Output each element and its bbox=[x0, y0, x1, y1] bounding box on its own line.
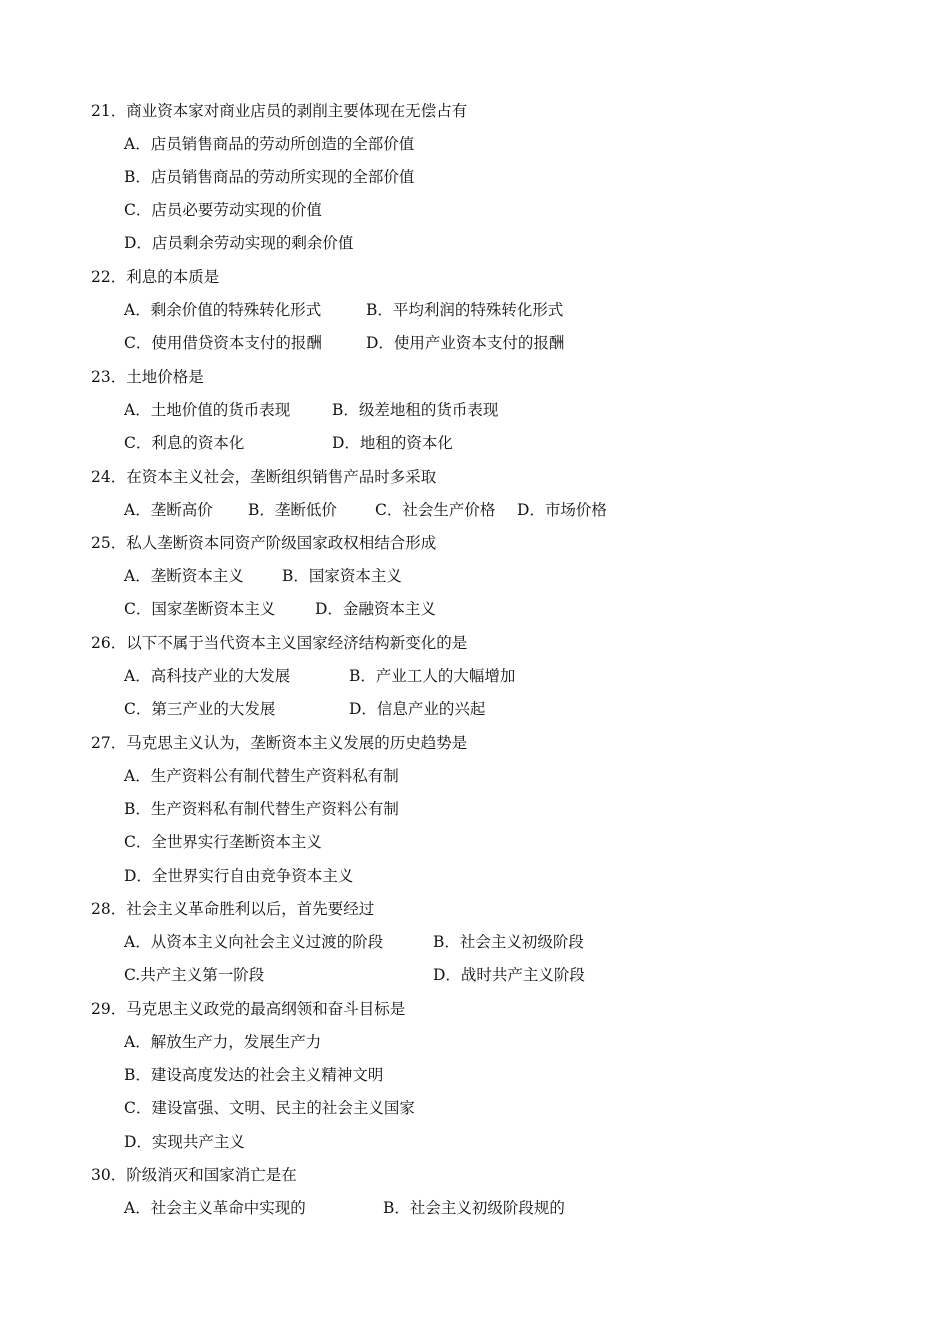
question-22-option-d: D．使用产业资本支付的报酬 bbox=[366, 334, 565, 352]
question-27-option-a: A．生产资料公有制代替生产资料私有制 bbox=[124, 767, 399, 785]
question-22-stem: 22．利息的本质是 bbox=[91, 268, 220, 286]
question-21-option-b: B．店员销售商品的劳动所实现的全部价值 bbox=[124, 168, 415, 186]
question-26-option-d: D．信息产业的兴起 bbox=[349, 700, 486, 718]
question-30-option-a: A．社会主义革命中实现的 bbox=[124, 1199, 306, 1217]
question-25-option-a: A．垄断资本主义 bbox=[124, 567, 244, 585]
question-29-option-d: D．实现共产主义 bbox=[124, 1133, 245, 1151]
question-29-option-a: A．解放生产力，发展生产力 bbox=[124, 1033, 322, 1051]
question-25-option-d: D．金融资本主义 bbox=[315, 600, 436, 618]
question-30-option-b: B．社会主义初级阶段规的 bbox=[383, 1199, 565, 1217]
question-28-option-c: C.共产主义第一阶段 bbox=[124, 966, 265, 984]
question-29-option-c: C．建设富强、文明、民主的社会主义国家 bbox=[124, 1099, 415, 1117]
question-22-option-b: B．平均利润的特殊转化形式 bbox=[366, 301, 564, 319]
question-24-stem: 24．在资本主义社会，垄断组织销售产品时多采取 bbox=[91, 468, 437, 486]
question-21-stem: 21．商业资本家对商业店员的剥削主要体现在无偿占有 bbox=[91, 102, 468, 120]
question-24-option-d: D．市场价格 bbox=[517, 501, 607, 519]
question-23-stem: 23．土地价格是 bbox=[91, 368, 204, 386]
question-28-option-a: A．从资本主义向社会主义过渡的阶段 bbox=[124, 933, 384, 951]
question-21-option-d: D．店员剩余劳动实现的剩余价值 bbox=[124, 234, 354, 252]
question-26-option-a: A．高科技产业的大发展 bbox=[124, 667, 291, 685]
question-27-stem: 27．马克思主义认为，垄断资本主义发展的历史趋势是 bbox=[91, 734, 468, 752]
question-23-option-c: C．利息的资本化 bbox=[124, 434, 245, 452]
question-28-option-b: B．社会主义初级阶段 bbox=[433, 933, 584, 951]
question-24-option-b: B．垄断低价 bbox=[248, 501, 337, 519]
question-28-stem: 28．社会主义革命胜利以后，首先要经过 bbox=[91, 900, 375, 918]
question-23-option-a: A．土地价值的货币表现 bbox=[124, 401, 291, 419]
question-25-stem: 25．私人垄断资本同资产阶级国家政权相结合形成 bbox=[91, 534, 437, 552]
question-21-option-a: A．店员销售商品的劳动所创造的全部价值 bbox=[124, 135, 415, 153]
question-23-option-b: B．级差地租的货币表现 bbox=[332, 401, 499, 419]
question-24-option-a: A．垄断高价 bbox=[124, 501, 213, 519]
question-26-stem: 26．以下不属于当代资本主义国家经济结构新变化的是 bbox=[91, 634, 468, 652]
question-21-option-c: C．店员必要劳动实现的价值 bbox=[124, 201, 322, 219]
question-27-option-b: B．生产资料私有制代替生产资料公有制 bbox=[124, 800, 399, 818]
question-23-option-d: D．地租的资本化 bbox=[332, 434, 453, 452]
question-25-option-b: B．国家资本主义 bbox=[282, 567, 402, 585]
question-26-option-b: B．产业工人的大幅增加 bbox=[349, 667, 516, 685]
question-28-option-d: D．战时共产主义阶段 bbox=[433, 966, 585, 984]
question-30-stem: 30．阶级消灭和国家消亡是在 bbox=[91, 1166, 297, 1184]
question-29-stem: 29．马克思主义政党的最高纲领和奋斗目标是 bbox=[91, 1000, 406, 1018]
question-27-option-d: D．全世界实行自由竞争资本主义 bbox=[124, 867, 354, 885]
question-22-option-c: C．使用借贷资本支付的报酬 bbox=[124, 334, 322, 352]
question-26-option-c: C．第三产业的大发展 bbox=[124, 700, 276, 718]
question-24-option-c: C．社会生产价格 bbox=[375, 501, 496, 519]
question-27-option-c: C．全世界实行垄断资本主义 bbox=[124, 833, 322, 851]
question-25-option-c: C．国家垄断资本主义 bbox=[124, 600, 276, 618]
question-29-option-b: B．建设高度发达的社会主义精神文明 bbox=[124, 1066, 384, 1084]
question-22-option-a: A．剩余价值的特殊转化形式 bbox=[124, 301, 322, 319]
